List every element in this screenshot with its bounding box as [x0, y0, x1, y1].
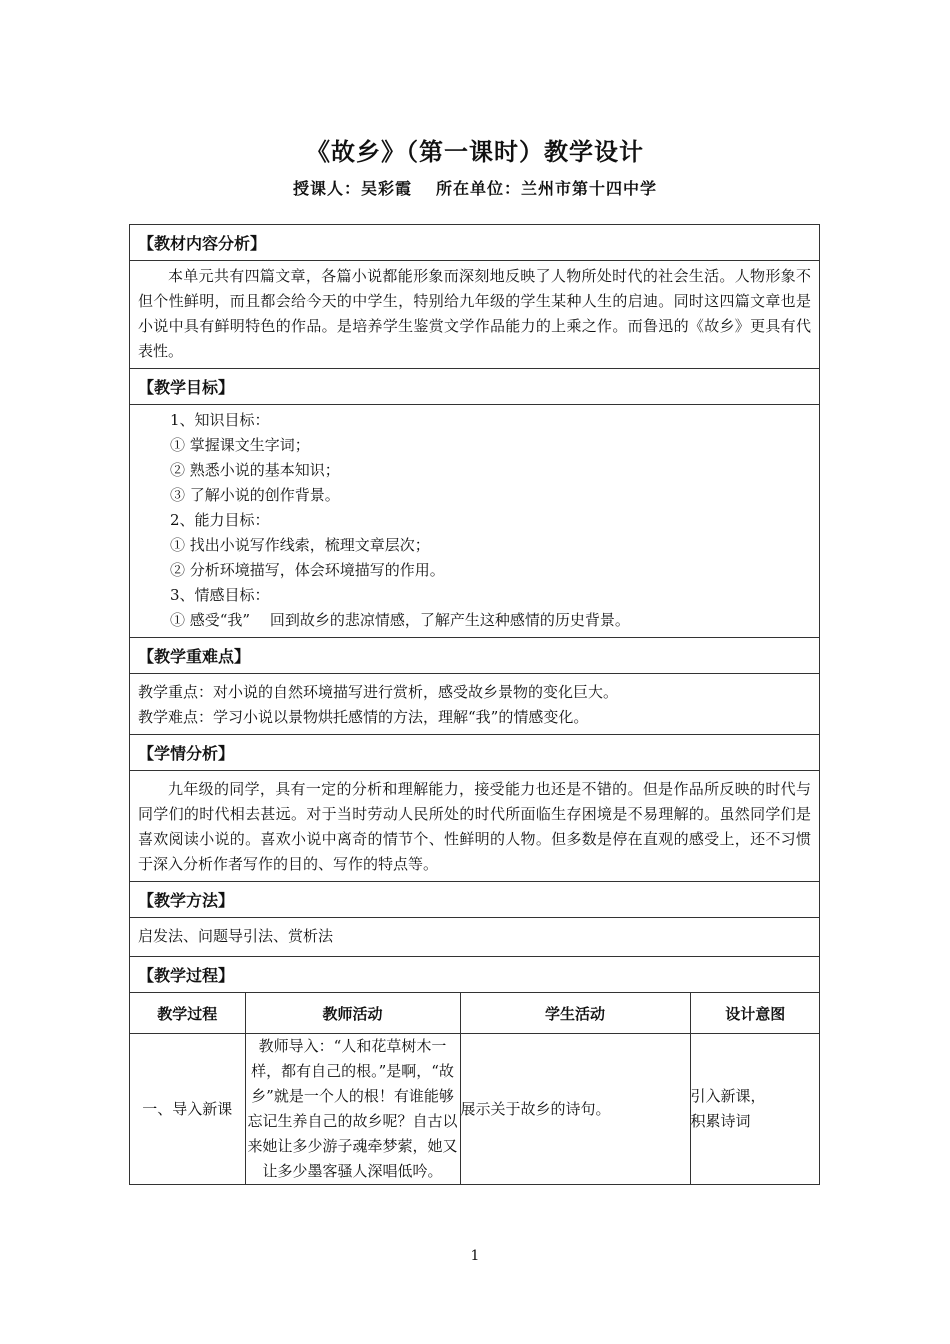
section-header-learners — [130, 735, 820, 771]
key-point-difficulty: 教学难点：学习小说以景物烘托感情的方法，理解“我”的情感变化。 — [138, 708, 589, 726]
goal-item: 1、知识目标： — [170, 411, 270, 429]
section-heading: 【教学方法】 — [138, 891, 235, 910]
section-heading: 【学情分析】 — [138, 744, 235, 763]
process-header-row — [130, 993, 820, 1034]
goal-item: ① 感受“我” 回到故乡的悲凉情感，了解产生这种感情的历史背景。 — [170, 611, 630, 629]
section-header-process — [130, 957, 820, 993]
goal-item: ② 熟悉小说的基本知识； — [170, 461, 340, 479]
section-body-process — [130, 993, 820, 1185]
section-header-goals — [130, 369, 820, 405]
table-row — [130, 1034, 820, 1185]
goal-item: ① 找出小说写作线索，梳理文章层次； — [170, 536, 430, 554]
section-heading: 【教学重难点】 — [138, 647, 251, 666]
section-body-learners — [130, 771, 820, 882]
goal-item: 2、能力目标： — [170, 511, 270, 529]
column-header: 教师活动 — [245, 993, 460, 1034]
process-table — [130, 993, 820, 1184]
methods-text: 启发法、问题导引法、赏析法 — [138, 927, 334, 945]
document-title: 《故乡》（第一课时）教学设计 — [306, 137, 644, 166]
teacher-activity-cell: 教师导入：“人和花草树木一样，都有自己的根。”是啊，“故乡”就是一个人的根！有谁能够忘记生养自己的故乡呢？自古以来她让多少游子魂牵梦萦，她又让多少墨客骚人深唱低吟。 — [245, 1034, 460, 1185]
section-heading: 【教学过程】 — [138, 966, 235, 985]
design-intent-line: 引入新课， — [690, 1087, 766, 1105]
section-body-key-points — [130, 674, 820, 735]
column-header: 设计意图 — [690, 993, 820, 1034]
column-header: 学生活动 — [460, 993, 690, 1034]
section-heading: 【教材内容分析】 — [138, 234, 267, 253]
section-heading: 【教学目标】 — [138, 378, 235, 397]
design-intent-cell — [690, 1034, 820, 1185]
section-header-key-points — [130, 638, 820, 674]
section-header-methods — [130, 882, 820, 918]
key-point-focus: 教学重点：对小说的自然环境描写进行赏析，感受故乡景物的变化巨大。 — [138, 683, 619, 701]
learners-text: 九年级的同学，具有一定的分析和理解能力，接受能力也还是不错的。但是作品所反映的时代与同学们的时代相去甚远。对于当时劳动人民所处的时代所面临生存困境是不易理解的。虽然同学们是喜欢阅读小说的。喜欢小说中离奇的情节个、性鲜明的人物。但多数是停在直观的感受上，还不习惯于深入分析作者写作的目的、写作的特点等。 — [138, 780, 811, 873]
goal-item: ① 掌握课文生字词； — [170, 436, 310, 454]
material-text: 本单元共有四篇文章，各篇小说都能形象而深刻地反映了人物所处时代的社会生活。人物形象不但个性鲜明，而且都会给今天的中学生，特别给九年级的学生某种人生的启迪。同时这四篇文章也是小说中具有鲜明特色的作品。是培养学生鉴赏文学作品能力的上乘之作。而鲁迅的《故乡》更具有代表性。 — [138, 267, 811, 360]
section-body-methods — [130, 918, 820, 957]
design-intent-line: 积累诗词 — [690, 1112, 751, 1130]
section-header-material — [130, 225, 820, 261]
student-activity-cell: 展示关于故乡的诗句。 — [460, 1034, 690, 1185]
lesson-plan-table — [129, 224, 820, 1185]
school-unit: 所在单位：兰州市第十四中学 — [436, 179, 658, 198]
section-body-material — [130, 261, 820, 369]
goal-item: 3、情感目标： — [170, 586, 270, 604]
goal-item: ② 分析环境描写，体会环境描写的作用。 — [170, 561, 445, 579]
column-header: 教学过程 — [130, 993, 245, 1034]
section-body-goals — [130, 405, 820, 638]
document-subtitle — [0, 176, 950, 199]
goal-item: ③ 了解小说的创作背景。 — [170, 486, 340, 504]
teacher-name: 授课人：吴彩霞 — [292, 179, 412, 198]
page-number: 1 — [470, 1248, 480, 1264]
stage-cell: 一、导入新课 — [130, 1034, 245, 1185]
